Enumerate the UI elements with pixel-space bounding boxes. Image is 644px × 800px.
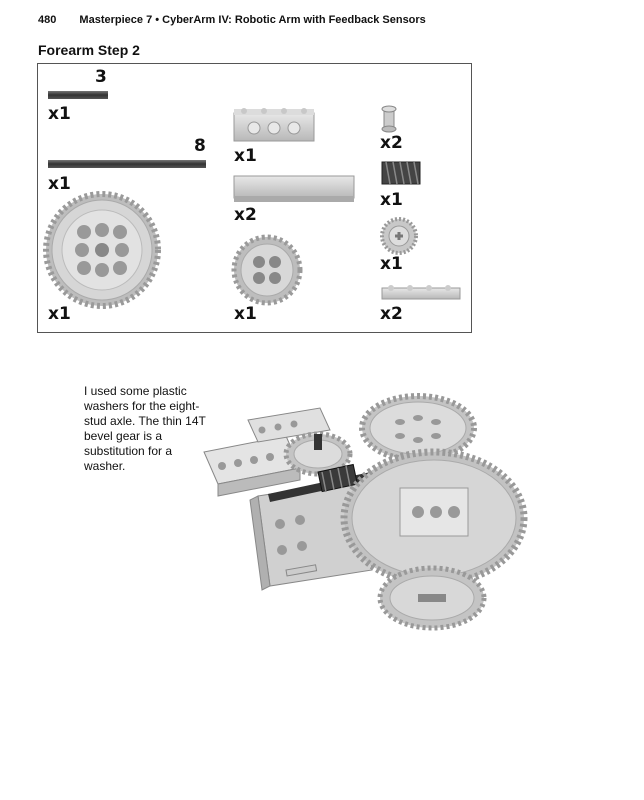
- axle-3-length-label: 3: [95, 67, 107, 87]
- worm-gear-qty: x1: [380, 190, 403, 210]
- axle-8-length-label: 8: [194, 136, 206, 156]
- axle-3-qty: x1: [48, 104, 71, 124]
- running-title: Masterpiece 7 • CyberArm IV: Robotic Arm with Feedback Sensors: [79, 14, 426, 26]
- assembly-top-gear: [362, 396, 474, 460]
- beam-4-qty: x1: [234, 146, 257, 166]
- gear-40-qty: x1: [48, 304, 71, 324]
- assembly-caption: I used some plastic washers for the eight-stud axle. The thin 14T bevel gear is a substitution for a washer.: [84, 384, 206, 473]
- assembly-bottom-gear: [380, 568, 484, 628]
- plate-8-qty: x2: [234, 205, 257, 225]
- plate-4-qty: x2: [380, 304, 403, 324]
- axle-8-qty: x1: [48, 174, 71, 194]
- page-number: 480: [38, 14, 57, 26]
- gear-24-qty: x1: [234, 304, 257, 324]
- bevel-gear-14-qty: x1: [380, 254, 403, 274]
- assembly-large-gear: [344, 452, 524, 584]
- bush-qty: x2: [380, 133, 403, 153]
- step-title: Forearm Step 2: [38, 42, 140, 58]
